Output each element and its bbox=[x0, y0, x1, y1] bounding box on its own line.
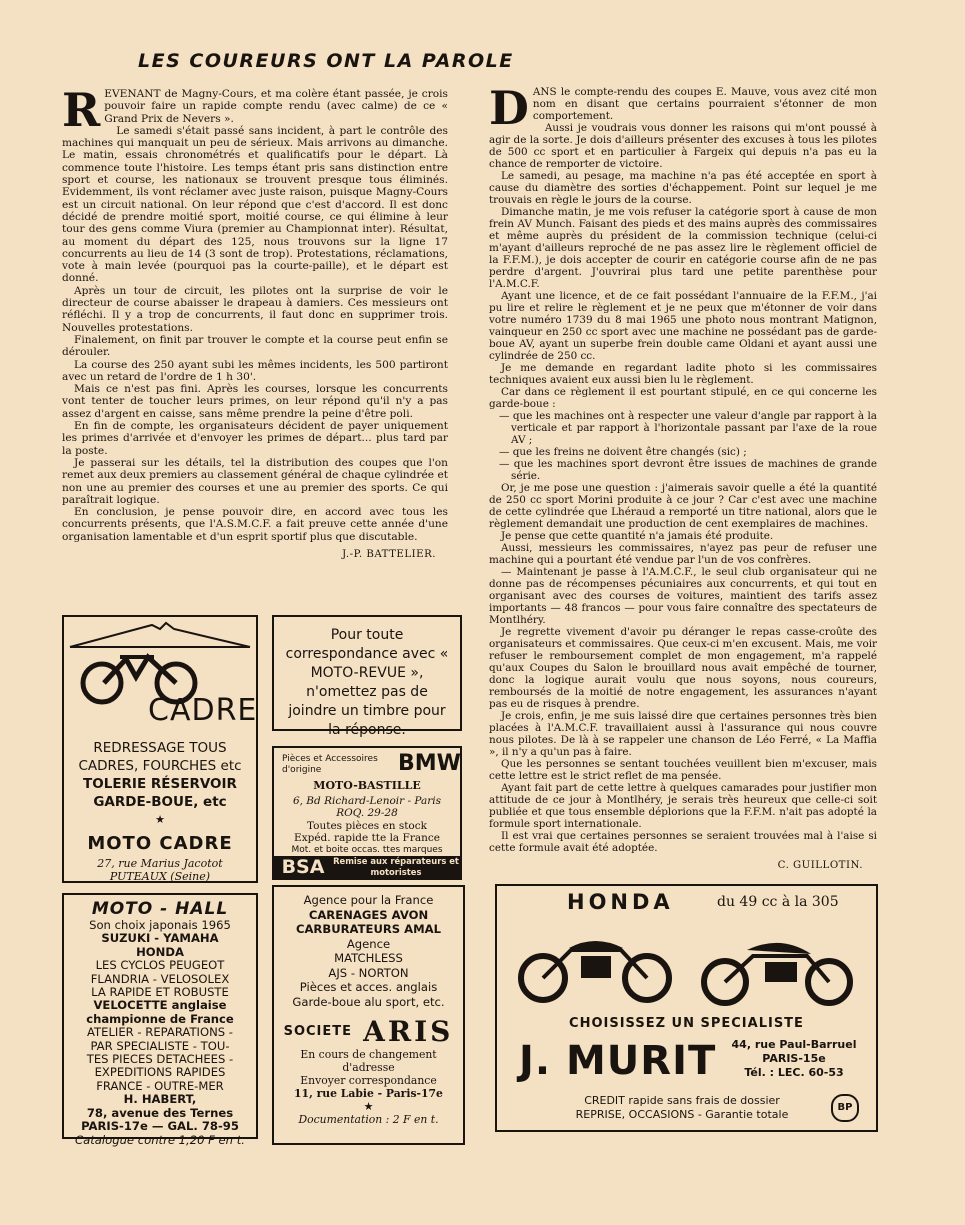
paragraph: Finalement, on finit par trouver le compte et la course peut enfin se dérouler. bbox=[62, 333, 448, 359]
aris-logo: ARIS bbox=[363, 1015, 454, 1048]
ad-line: EXPEDITIONS RAPIDES bbox=[94, 1065, 226, 1080]
ad-line: Pièces et acces. anglais bbox=[299, 980, 438, 994]
honda-range: du 49 cc à la 305 bbox=[717, 894, 839, 910]
motorcycle-icon bbox=[695, 924, 865, 1010]
ad-line: LA RAPIDE ET ROBUSTE bbox=[91, 985, 229, 1000]
motorcycle-icon bbox=[511, 920, 681, 1006]
ad-line: Son choix japonais 1965 bbox=[89, 918, 231, 932]
paragraph: Je me demande en regardant ladite photo si les commissaires techniques avaient eux aussi bien lu le règlement. bbox=[489, 362, 877, 386]
moto-cadre-logo-text: CADRE bbox=[148, 693, 258, 728]
moto-hall-brand: MOTO - HALL bbox=[91, 899, 229, 919]
bastille-remise: Remise aux réparateurs et motoristes bbox=[333, 856, 459, 877]
star-icon: ★ bbox=[155, 813, 165, 826]
bmw-logo: BMW bbox=[398, 751, 461, 776]
ad-line: En cours de changement bbox=[300, 1048, 437, 1061]
ad-honda-murit bbox=[495, 884, 878, 1132]
paragraph: — Maintenant je passe à l'A.M.C.F., le seul club organisateur qui ne donne pas de récompenses pécuniaires aux concurrents, et qui tout en organisant avec des courses de voitures, maintient des tarifs assez importants — 48 francos — pour vous faire connaître des spectateurs de Montlhéry. bbox=[489, 566, 877, 626]
address: PARIS-15e bbox=[762, 1052, 826, 1065]
paragraph: En conclusion, je pense pouvoir dire, en accord avec tous les concurrents présents, que l'A.S.M.C.F. a fait preuve cette année d'une organisation lamentable et d'un esprit sportif plus que discutable. bbox=[62, 506, 448, 543]
ad-line: Agence bbox=[346, 936, 391, 951]
ad-line: VELOCETTE anglaise bbox=[93, 998, 227, 1013]
ad-line: AJS - NORTON bbox=[328, 965, 409, 980]
bullet-item: — que les machines ont à respecter une valeur d'angle par rapport à la verticale et par rapport à l'horizontale passant par l'axe de la roue AV ; bbox=[499, 410, 877, 446]
paragraph: Je regrette vivement d'avoir pu déranger le repas casse-croûte des organisateurs et commissaires. Que ceux-ci m'en excusent. Mais, me voir refuser le remboursement complet de mon engagement, m'a rappelé qu'aux Coupes du Salon le brouillard nous avait empêché de tourner, donc la logique aurait voulu que nous soyons, nous coureurs, remboursés de la moitié de notre engagement, les assurances n'ayant pas eu de risques à prendre. bbox=[489, 626, 877, 710]
ad-line: 11, rue Labie - Paris-17e bbox=[294, 1087, 443, 1100]
moto-cadre-brand: MOTO CADRE bbox=[87, 833, 233, 854]
ad-moto-bastille bbox=[272, 746, 462, 880]
drop-cap: D bbox=[489, 81, 529, 135]
address: ROQ. 29-28 bbox=[336, 807, 398, 819]
drop-cap: R bbox=[62, 83, 101, 137]
address: 27, rue Marius Jacotot bbox=[97, 857, 223, 870]
bsa-logo: BSA bbox=[274, 856, 332, 878]
page-title: LES COUREURS ONT LA PAROLE bbox=[138, 50, 514, 72]
paragraph: Le samedi, au pesage, ma machine n'a pas été acceptée en sport à cause du diamètre des sorties d'échappement. Point sur lequel je me trouvais en règle le jours de la course. bbox=[489, 170, 877, 206]
bp-logo: BP bbox=[831, 1094, 859, 1122]
paragraph: Or, je me pose une question : j'aimerais savoir quelle a été la quantité de 250 cc sport Morini produite à ce jour ? Car c'est avec une machine de cette cylindrée que Lhéraud a remporté un titre national, alors que le règlement demandait une production de cent exemplaires de machines. bbox=[489, 482, 877, 530]
honda-slogan: CHOISISSEZ UN SPECIALISTE bbox=[569, 1016, 804, 1031]
murit-name: J. MURIT bbox=[519, 1038, 717, 1084]
paragraph: Car dans ce règlement il est pourtant stipulé, en ce qui concerne les garde-boue : bbox=[489, 386, 877, 410]
address: Tél. : LEC. 60-53 bbox=[744, 1066, 844, 1079]
paragraph: Il est vrai que certaines personnes se seraient trouvées mal à l'aise si cette formule avait été adoptée. bbox=[489, 830, 877, 854]
aris-societe: SOCIETE bbox=[283, 1024, 352, 1039]
ad-line: FRANCE - OUTRE-MER bbox=[96, 1078, 224, 1093]
bastille-name: MOTO-BASTILLE bbox=[313, 779, 421, 792]
ad-line: Envoyer correspondance bbox=[300, 1074, 437, 1087]
ad-line: SUZUKI - YAMAHA bbox=[101, 931, 219, 946]
address: 44, rue Paul-Barruel bbox=[731, 1038, 857, 1051]
ad-moto-hall bbox=[62, 893, 258, 1147]
paragraph: Ayant une licence, et de ce fait possédant l'annuaire de la F.F.M., j'ai pu lire et relire le règlement et je ne peux que m'étonner de voir dans votre numéro 1739 du 8 mai 1965 une photo nous montrant Matignon, vainqueur en 250 cc sport avec une machine ne possédant pas de garde-boue AV, ayant un superbe frein double came Oldani et ayant aussi une cylindrée de 250 cc. bbox=[489, 290, 877, 362]
paragraph: Aussi je voudrais vous donner les raisons qui m'ont poussé à agir de la sorte. Je dois d'ailleurs présenter des excuses à tous les pilotes de 500 cc sport et en particulier à Fargeix qui depuis n'a pas eu la chance de remporter de victoire. bbox=[489, 122, 877, 170]
honda-brand: HONDA bbox=[567, 890, 674, 914]
ad-line: GARDE-BOUE, etc bbox=[93, 794, 227, 810]
ad-line: Catalogue contre 1,20 F en t. bbox=[75, 1132, 245, 1147]
paragraph: Ayant fait part de cette lettre à quelques camarades pour justifier mon attitude de ce jour à Montlhéry, je serais très heureux que celle-ci soit publiée et que tous ensemble déplorions que la F.F.M. n'ait pas adopté la formule sport internationale. bbox=[489, 782, 877, 830]
ad-line: H. HABERT, bbox=[123, 1092, 197, 1107]
bastille-top: Pièces et Accessoires d'origine bbox=[282, 754, 378, 775]
credit-line: REPRISE, OCCASIONS - Garantie totale bbox=[575, 1108, 789, 1121]
left-article bbox=[62, 83, 448, 561]
paragraph: Dimanche matin, je me vois refuser la catégorie sport à cause de mon frein AV Munch. Faisant des pieds et des mains auprès des commissaires et même auprès du président de la commission technique (celui-ci m'ayant d'ailleurs reproché de ne pas assez lire le règlement officiel de la F.F.M.), je dois accepter de courir en catégorie course afin de ne pas perdre d'argent. J'ouvrirai plus tard une petite parenthèse pour l'A.M.C.F. bbox=[489, 206, 877, 290]
ad-line: CARBURATEURS AMAL bbox=[295, 922, 442, 936]
paragraph: Je crois, enfin, je me suis laissé dire que certaines personnes très bien placées à l'A.M.C.F. travaillaient aussi à l'assurance qui nous couvre nous pilotes. De là à se rappeler une chanson de Léo Ferré, « La Maffia », il n'y a qu'un pas à faire. bbox=[489, 710, 877, 758]
ad-line: ★ bbox=[363, 1100, 374, 1113]
right-article bbox=[489, 81, 877, 872]
ad-moto-cadre bbox=[62, 615, 258, 883]
ad-line: REDRESSAGE TOUS bbox=[93, 740, 227, 756]
signature: C. GUILLOTIN. bbox=[777, 860, 863, 871]
address: 6, Bd Richard-Lenoir - Paris bbox=[292, 795, 442, 807]
paragraph: Que les personnes se sentant touchées veuillent bien m'excuser, mais cette lettre est le strict reflet de ma pensée. bbox=[489, 758, 877, 782]
paragraph: Le samedi s'était passé sans incident, à part le contrôle des machines qui manquait un peu de sérieux. Mais arrivons au dimanche. Le matin, essais chronométrés et qualificatifs pour le départ. Là commence toute l'histoire. Les temps étant pris sans distinction entre sport et course, les nationaux se trouvent presque tous éliminés. Evidemment, ils vont réclamer avec juste raison, puisque Magny-Cours est un circuit national. On leur répond que c'est d'accord. Il est donc décidé de prendre moitié sport, moitié course, ce qui élimine à leur tour des gens comme Viura (premier au Championnat inter). Résultat, au moment du départ des 125, nous trouvons sur la ligne 17 concurrents au lieu de 14 (3 sont de trop). Protestations, réclamations, vote à main levée (pourquoi pas la courte-paille), et le départ est donné. bbox=[62, 124, 448, 285]
ad-line: TOLERIE RÉSERVOIR bbox=[83, 776, 237, 792]
ad-line: Toutes pièces en stock bbox=[306, 820, 428, 832]
ad-line: Garde-boue alu sport, etc. bbox=[292, 994, 445, 1009]
paragraph: Mais ce n'est pas fini. Après les courses, lorsque les concurrents vont tenter de toucher leurs primes, on leur répond qu'il n'y a pas assez d'argent en caisse, sans même prendre la peine d'être poli. bbox=[62, 383, 448, 420]
address: PUTEAUX (Seine) bbox=[109, 870, 211, 883]
ad-line: championne de France bbox=[86, 1011, 234, 1026]
ad-line: FLANDRIA - VELOSOLEX bbox=[90, 971, 230, 986]
ad-line: CADRES, FOURCHES etc bbox=[78, 758, 242, 774]
paragraph: Aussi, messieurs les commissaires, n'ayez pas peur de refuser une machine qui a pourtant été vendue par l'un de vos confrères. bbox=[489, 542, 877, 566]
signature: J.-P. BATTELIER. bbox=[342, 548, 436, 560]
ad-line: ATELIER - REPARATIONS - bbox=[87, 1025, 233, 1040]
paragraph: En fin de compte, les organisateurs décident de payer uniquement les primes d'arrivée et d'envoyer les primes de départ... plus tard par la poste. bbox=[62, 420, 448, 457]
paragraph: ANS le compte-rendu des coupes E. Mauve, vous avez cité mon nom en disant que certains pourraient s'étonner de mon comportement. bbox=[532, 86, 877, 122]
ad-line: Agence pour la France bbox=[303, 893, 434, 907]
paragraph: Après un tour de circuit, les pilotes ont la surprise de voir le directeur de course abaisser le drapeau à damiers. Ces messieurs ont réfléchi. Il y a trop de concurrents, il faut donc en supprimer trois. Nouvelles protestations. bbox=[62, 284, 448, 334]
paragraph: La course des 250 ayant subi les mêmes incidents, les 500 partiront avec un retard de l'ordre de 1 h 30'. bbox=[62, 358, 448, 383]
ad-aris bbox=[272, 885, 465, 1145]
paragraph: Je pense que cette quantité n'a jamais été produite. bbox=[501, 530, 774, 542]
ad-line: PAR SPECIALISTE - TOU- bbox=[90, 1038, 230, 1053]
ad-line: Expéd. rapide tte la France bbox=[294, 832, 440, 844]
paragraph: EVENANT de Magny-Cours, et ma colère étant passée, je crois pouvoir faire un rapide compte rendu (avec calme) de ce « Grand Prix de Nevers ». bbox=[104, 88, 448, 125]
ad-line: PARIS-17e — GAL. 78-95 bbox=[81, 1119, 239, 1134]
credit-line: CREDIT rapide sans frais de dossier bbox=[584, 1094, 780, 1107]
paragraph: Je passerai sur les détails, tel la distribution des coupes que l'on remet aux deux premiers au classement général de chaque cylindrée et non une au premier des courses et une au premier des sports. Ce qui paraîtrait logique. bbox=[62, 456, 448, 506]
ad-line: 78, avenue des Ternes bbox=[86, 1105, 234, 1120]
ad-line: d'adresse bbox=[342, 1061, 395, 1074]
bullet-item: — que les machines sport devront être issues de machines de grande série. bbox=[499, 458, 877, 482]
ad-correspondance bbox=[272, 615, 462, 738]
ad-line: LES CYCLOS PEUGEOT bbox=[95, 958, 225, 973]
ad-line: CARENAGES AVON bbox=[308, 907, 429, 922]
ad-line: Documentation : 2 F en t. bbox=[298, 1113, 439, 1126]
ad-line: MATCHLESS bbox=[334, 951, 403, 965]
correspondance-text: Pour toute correspondance avec « MOTO-REVUE », n'omettez pas de joindre un timbre pour la réponse. bbox=[285, 627, 449, 738]
ad-line: TES PIECES DETACHEES - bbox=[86, 1052, 234, 1067]
ad-line: HONDA bbox=[136, 944, 184, 959]
ad-line: Mot. et boite occas. ttes marques bbox=[291, 845, 443, 855]
bullet-item: — que les freins ne doivent être changés (sic) ; bbox=[499, 446, 747, 458]
